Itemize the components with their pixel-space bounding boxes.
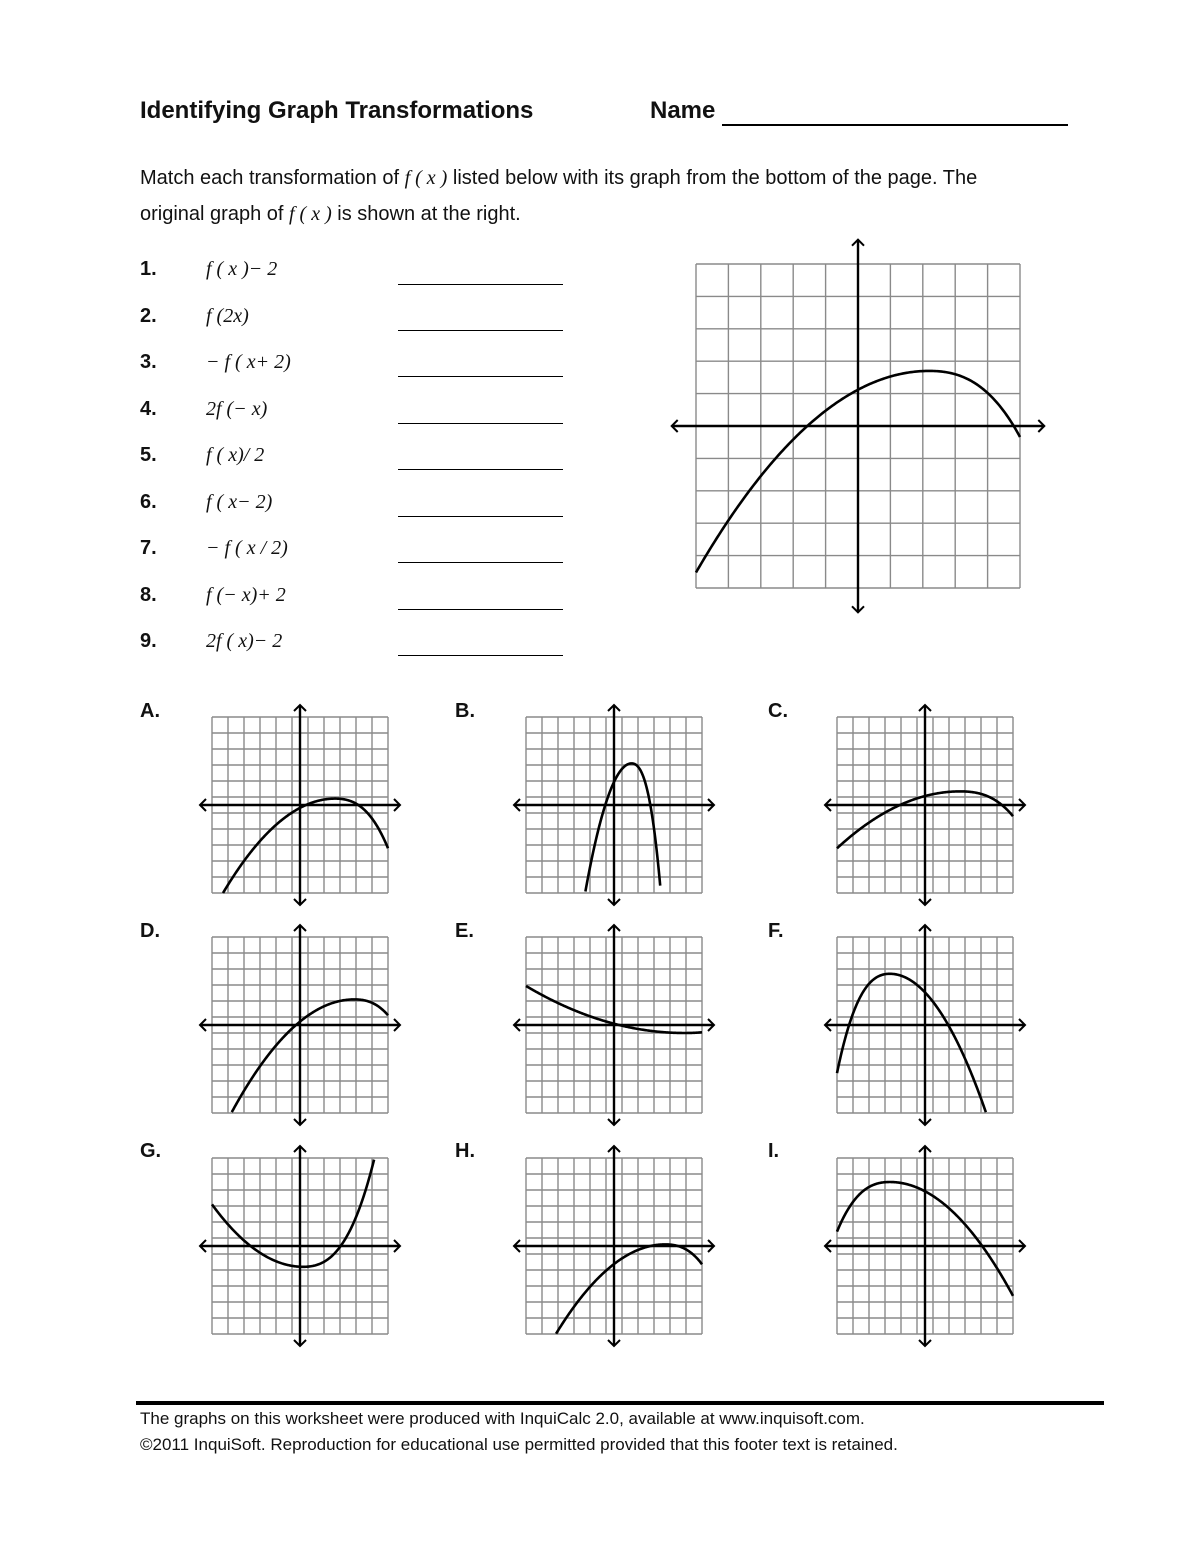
graph-c [821, 703, 1031, 908]
graph-curve [212, 1160, 374, 1267]
instructions-text-3: original graph of [140, 203, 289, 225]
graph-axes [825, 705, 1025, 905]
answer-line[interactable] [398, 655, 563, 656]
graph-label-h: H. [455, 1140, 475, 1162]
question-number: 6. [140, 491, 157, 513]
question-expression: − f ( x+ 2) [206, 351, 291, 373]
graph-label-i: I. [768, 1140, 780, 1162]
graph-a [196, 703, 406, 908]
graph-label-c: C. [768, 700, 788, 722]
graph-b [510, 703, 720, 908]
graph-axes [514, 705, 714, 905]
question-number: 8. [140, 584, 157, 606]
graph-f [821, 923, 1031, 1128]
question-expression: f ( x )− 2 [206, 258, 278, 280]
graph-label-a: A. [140, 700, 160, 722]
graph-axes [514, 1146, 714, 1346]
original-graph [676, 244, 1042, 606]
footer [140, 1406, 898, 1458]
question-expression: − f ( x / 2) [206, 537, 288, 559]
graph-label-f: F. [768, 920, 784, 942]
question-number: 9. [140, 630, 157, 652]
answer-line[interactable] [398, 376, 563, 377]
graph-axes [200, 925, 400, 1125]
graph-label-d: D. [140, 920, 160, 942]
answer-line[interactable] [398, 516, 563, 517]
graph-label-b: B. [455, 700, 475, 722]
question-expression: f ( x)/ 2 [206, 444, 265, 466]
graph-curve [837, 974, 986, 1112]
answer-line[interactable] [398, 284, 563, 285]
graph-d [196, 923, 406, 1128]
question-expression: f ( x− 2) [206, 491, 273, 513]
graph-axes [200, 705, 400, 905]
graph-axes [825, 925, 1025, 1125]
graph-curve [556, 1244, 702, 1333]
graph-e [510, 923, 720, 1128]
name-field-line[interactable] [722, 124, 1068, 126]
answer-line[interactable] [398, 423, 563, 424]
answer-line[interactable] [398, 562, 563, 563]
worksheet-title: Identifying Graph Transformations [140, 97, 534, 124]
graph-curve [585, 763, 660, 891]
answer-line[interactable] [398, 469, 563, 470]
graph-axes [825, 1146, 1025, 1346]
fx-math-2: f ( x ) [288, 203, 332, 225]
instructions-text-4: is shown at the right. [331, 203, 521, 225]
question-number: 4. [140, 398, 157, 420]
question-number: 3. [140, 351, 157, 373]
footer-line-1: The graphs on this worksheet were produced with InquiCalc 2.0, available at www.inquisoft.com. [140, 1409, 865, 1428]
graph-g [196, 1144, 406, 1349]
question-expression: f (2x) [206, 305, 249, 327]
question-expression: 2f ( x)− 2 [206, 630, 283, 652]
question-number: 1. [140, 258, 157, 280]
question-expression: 2f (− x) [206, 398, 268, 420]
question-number: 5. [140, 444, 157, 466]
question-expression: f (− x)+ 2 [206, 584, 286, 606]
graph-h [510, 1144, 720, 1349]
graph-axes [672, 240, 1045, 613]
graph-i [821, 1144, 1031, 1349]
instructions [140, 160, 1100, 232]
question-number: 7. [140, 537, 157, 559]
footer-rule [136, 1401, 1104, 1405]
question-number: 2. [140, 305, 157, 327]
footer-line-2: ©2011 InquiSoft. Reproduction for educational use permitted provided that this footer text is retained. [140, 1435, 898, 1454]
name-label: Name [650, 97, 716, 124]
instructions-text-2: listed below with its graph from the bottom of the page. The [447, 167, 978, 189]
instructions-text-1: Match each transformation of [140, 167, 405, 189]
graph-label-g: G. [140, 1140, 162, 1162]
fx-math-1: f ( x ) [404, 167, 448, 189]
graph-label-e: E. [455, 920, 474, 942]
answer-line[interactable] [398, 330, 563, 331]
answer-line[interactable] [398, 609, 563, 610]
